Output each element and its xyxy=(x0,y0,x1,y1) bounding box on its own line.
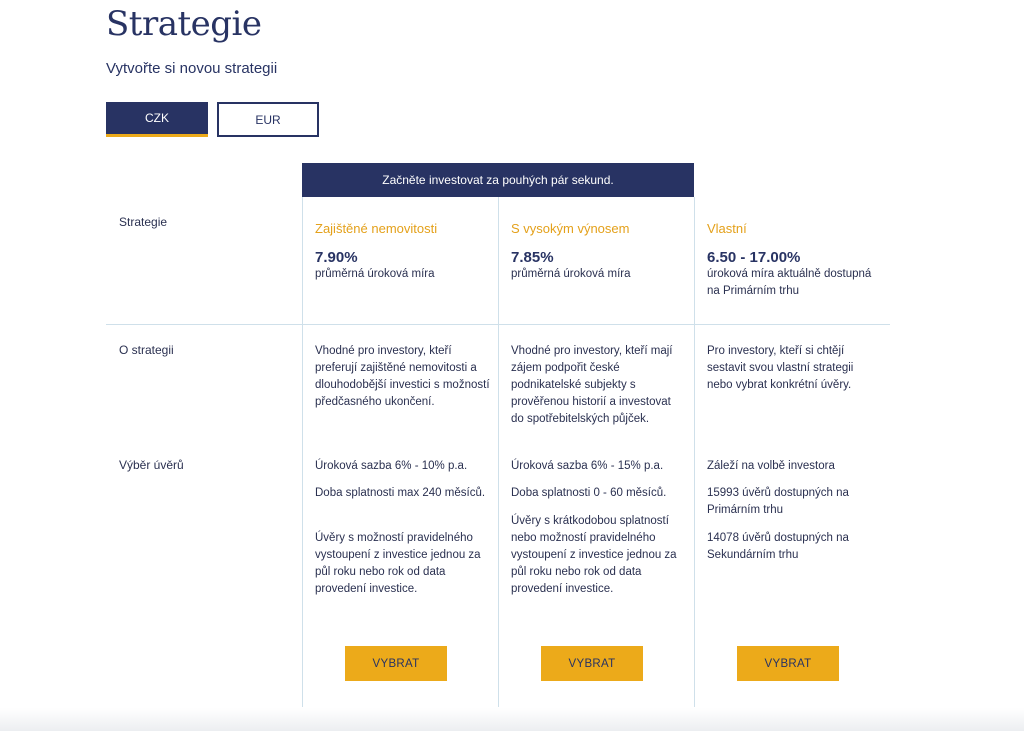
strategy-rate: 6.50 - 17.00% xyxy=(707,249,801,266)
row-label-about: O strategii xyxy=(119,343,174,357)
row-label-loans: Výběr úvěrů xyxy=(119,458,184,472)
loan-secondary-market-count: 14078 úvěrů dostupných na Sekundárním trhu xyxy=(707,532,849,561)
strategy-description: Pro investory, kteří si chtějí sestavit svou vlastní strategii nebo vybrat konkrétní úvěry. xyxy=(707,345,854,391)
column-divider xyxy=(694,197,695,707)
strategy-name: Zajištěné nemovitosti xyxy=(315,221,438,236)
loan-investor-choice: Záleží na volbě investora xyxy=(707,460,835,472)
strategy-description: Vhodné pro investory, kteří mají zájem podpořit české podnikatelské subjekty s prověřenou historií a investovat do spotřebitelských půjček. xyxy=(511,345,673,425)
loan-maturity: Doba splatnosti max 240 měsíců. xyxy=(315,487,486,499)
column-divider xyxy=(302,197,303,707)
page-subtitle: Vytvořte si novou strategii xyxy=(106,60,278,77)
choose-strategy-button[interactable]: VYBRAT xyxy=(345,646,447,681)
strategy-name: Vlastní xyxy=(707,221,747,236)
currency-eur-button[interactable]: EUR xyxy=(217,102,319,137)
loan-note: Úvěry s možností pravidelného vystoupení z investice jednou za půl roku nebo rok od data provedení investice. xyxy=(315,532,481,595)
strategy-rate-label: průměrná úroková míra xyxy=(315,268,435,280)
currency-czk-button[interactable]: CZK xyxy=(106,102,208,137)
row-label-strategy: Strategie xyxy=(119,215,168,229)
loan-primary-market-count: 15993 úvěrů dostupných na Primárním trhu xyxy=(707,487,849,516)
loan-interest-rate: Úroková sazba 6% - 10% p.a. xyxy=(315,460,468,472)
strategy-rate-label: úroková míra aktuálně dostupná na Primárním trhu xyxy=(707,268,872,297)
row-divider xyxy=(106,324,890,325)
page-bottom-fade xyxy=(0,708,1024,731)
page-title: Strategie xyxy=(106,4,262,44)
loan-maturity: Doba splatnosti 0 - 60 měsíců. xyxy=(511,487,667,499)
strategy-description: Vhodné pro investory, kteří preferují zajištěné nemovitosti a dlouhodobější investici s možností předčasného ukončení. xyxy=(315,345,490,408)
loan-note: Úvěry s krátkodobou splatností nebo možností pravidelného vystoupení z investice jednou za půl roku nebo rok od data provedení investice. xyxy=(511,515,677,595)
strategy-rate: 7.90% xyxy=(315,249,358,266)
strategy-rate: 7.85% xyxy=(511,249,554,266)
choose-strategy-button[interactable]: VYBRAT xyxy=(541,646,643,681)
column-divider xyxy=(498,197,499,707)
strategy-name: S vysokým výnosem xyxy=(511,221,630,236)
strategy-rate-label: průměrná úroková míra xyxy=(511,268,631,280)
loan-interest-rate: Úroková sazba 6% - 15% p.a. xyxy=(511,460,664,472)
promo-banner: Začněte investovat za pouhých pár sekund. xyxy=(302,163,694,197)
choose-strategy-button[interactable]: VYBRAT xyxy=(737,646,839,681)
